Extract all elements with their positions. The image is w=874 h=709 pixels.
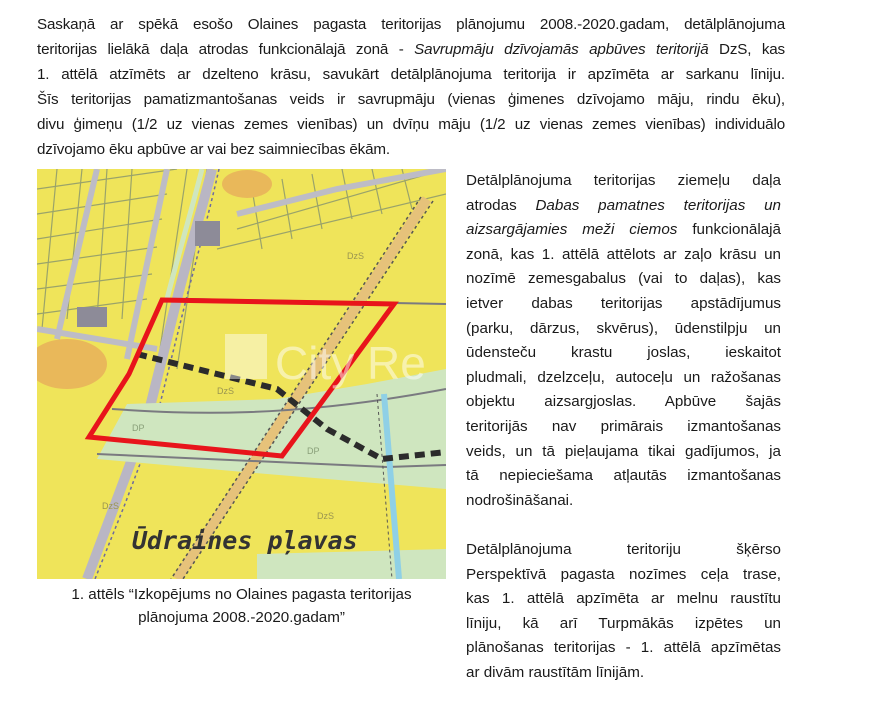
zone-label-dzs: DzS xyxy=(317,511,335,521)
text-run: funkcionālajā xyxy=(677,221,781,239)
intro-line: Saskaņā ar spēkā esošo Olaines pagasta teritorijas plānojumu 2008.-2020.gadam, detālplānojuma xyxy=(37,16,785,33)
zone-label-dzs: DzS xyxy=(217,386,235,396)
intro-paragraph xyxy=(37,12,785,162)
road-trace-paragraph xyxy=(466,538,781,686)
text-line: Perspektīvā pagasta nozīmes ceļa trase, xyxy=(466,565,781,583)
territory-plan-map xyxy=(37,169,446,579)
zone-label-dp: DP xyxy=(132,423,145,433)
text-run: atrodas xyxy=(466,196,536,214)
caption-line: plānojuma 2008.-2020.gadam” xyxy=(138,609,345,626)
text-line: Detālplānojuma teritoriju šķērso xyxy=(466,540,781,558)
zone-label-dzs: DzS xyxy=(102,501,120,511)
intro-line: divu ģimeņu (1/2 uz vienas zemes vienības) un dvīņu māju (1/2 uz vienas zemes vienības) individuālo xyxy=(37,116,785,133)
place-name-label: Ūdraines pļavas xyxy=(132,526,358,555)
zone-name-italic: aizsargājamies meži ciemos xyxy=(466,221,678,239)
text-line: objektu aizsargjoslas. Apbūve šajās xyxy=(466,393,781,411)
right-column-text xyxy=(466,169,781,685)
building xyxy=(195,221,220,246)
text-line: nodrošināšanai. xyxy=(466,491,574,509)
intro-line: 1. attēlā atzīmēts ar dzelteno krāsu, savukārt detālplānojuma teritorija ir apzīmēta ar sarkanu līniju. xyxy=(37,66,785,83)
zone-name-italic: Dabas pamatnes teritorijas un xyxy=(535,196,781,214)
text-line: kas 1. attēlā apzīmēta ar melnu raustītu xyxy=(466,590,781,608)
text-line: pludmali, dzelzceļu, autoceļu un ražošanas xyxy=(466,368,781,386)
text-line: ūdensteču krastu joslas, ieskaitot xyxy=(466,344,781,362)
zone-label-dzs: DzS xyxy=(347,251,365,261)
nature-zone-paragraph xyxy=(466,169,781,513)
text-line xyxy=(466,218,781,243)
intro-line xyxy=(37,37,785,62)
text-line: ar divām raustītām līnijām. xyxy=(466,663,645,681)
map-image xyxy=(37,169,446,579)
watermark-logo xyxy=(225,334,267,379)
text-line: nozīmē zemesgabalus (vai to daļas), kas xyxy=(466,270,781,288)
watermark-text: City Re xyxy=(275,337,426,389)
figure-caption xyxy=(37,583,446,629)
text-line: (parku, dārzus, skvērus), ūdenstilpju un xyxy=(466,319,781,337)
intro-line: dzīvojamo ēku apbūve ar vai bez saimniecības ēkām. xyxy=(37,141,390,158)
text-line: plānošanas teritorijas - 1. attēlā apzīmētas xyxy=(466,639,781,657)
text-line: Detālplānojuma teritorijas ziemeļu daļa xyxy=(466,172,781,189)
text-line: ietver dabas teritorijas apstādījumus xyxy=(466,294,781,312)
text-line: teritorijās nav primārais izmantošanas xyxy=(466,417,781,435)
text-line: veids, un tā pieļaujama tikai gadījumos, ja xyxy=(466,442,781,460)
text-run: DzS, kas xyxy=(708,41,786,58)
caption-line: 1. attēls “Izkopējums no Olaines pagasta teritorijas xyxy=(71,586,412,603)
text-line: līniju, kā arī Turpmākās izpētes un xyxy=(466,614,781,632)
text-line: zonā, kas 1. attēlā attēlots ar zaļo krāsu un xyxy=(466,245,781,263)
intro-line: Šīs teritorijas pamatizmantošanas veids ir savrupmāju (vienas ģimenes dzīvojamo māju, rindu ēku), xyxy=(37,91,785,108)
orange-zone xyxy=(222,170,272,198)
zone-label-dp: DP xyxy=(307,446,320,456)
building xyxy=(77,307,107,327)
zone-name-italic: Savrupmāju dzīvojamās apbūves teritorijā xyxy=(414,41,709,58)
text-run: teritorijas lielākā daļa atrodas funkcionālajā zonā - xyxy=(37,41,415,58)
text-line xyxy=(466,194,781,219)
text-line: tā nepieciešama atļautās izmantošanas xyxy=(466,467,781,485)
